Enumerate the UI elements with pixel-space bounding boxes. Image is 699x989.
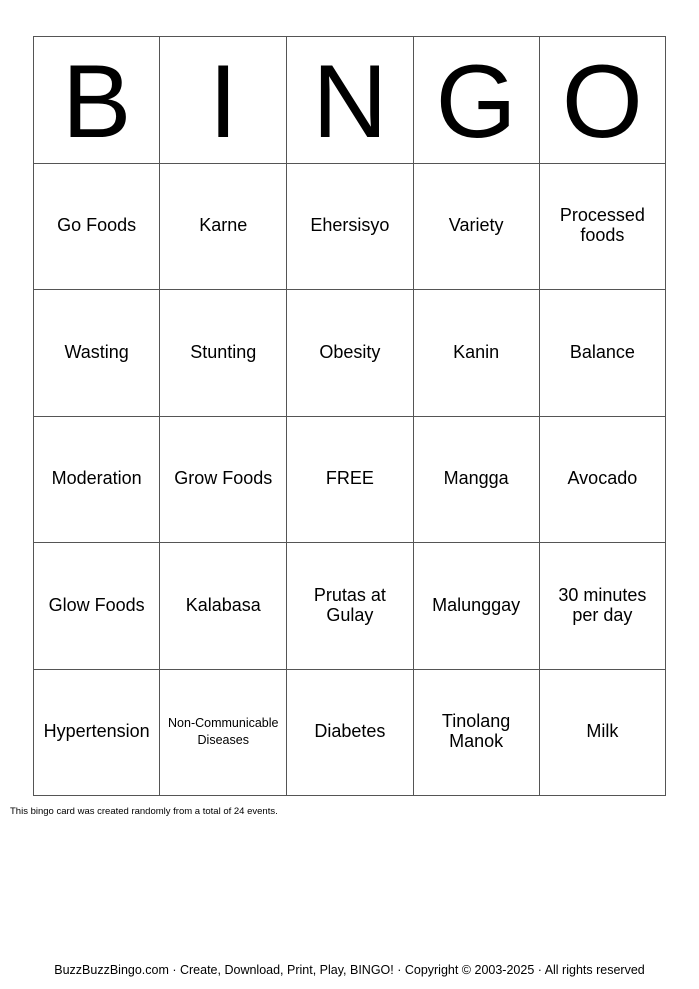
bingo-cell [34,164,160,291]
bingo-cell [34,417,160,544]
bingo-cell [287,670,413,797]
cell-text: Moderation [51,468,142,489]
bingo-cell [414,417,540,544]
bingo-cell [540,543,666,670]
bingo-cell [34,543,160,670]
header-letter: G [435,43,517,160]
bingo-cell [540,290,666,417]
cell-text: Kalabasa [185,594,261,615]
bingo-cell [414,290,540,417]
header-letter-i [160,37,287,164]
bingo-cell [160,290,287,417]
cell-text: Diabetes [314,721,386,742]
cell-text: Processed foods [559,205,645,246]
cell-text: Ehersisyo [310,215,390,236]
bingo-cell [540,417,666,544]
free-space [287,417,413,544]
cell-text: Glow Foods [48,594,145,615]
footer-copyright: BuzzBuzzBingo.com · Create, Download, Print, Play, BINGO! · Copyright © 2003-2025 · All rights reserved [54,963,645,977]
bingo-cell [414,670,540,797]
header-letter-g [414,37,540,164]
header-letter-n [287,37,413,164]
bingo-cell [287,164,413,291]
bingo-cell [34,670,160,797]
cell-text: Prutas at Gulay [313,584,386,625]
cell-text: Balance [569,341,635,362]
cell-text: Grow Foods [174,468,273,489]
bingo-cell [414,543,540,670]
cell-text: Kanin [453,341,500,362]
header-letter-o [540,37,666,164]
bingo-cell [160,417,287,544]
cell-text: Milk [586,721,619,742]
bingo-cell [540,670,666,797]
bingo-cell [414,164,540,291]
free-space-text: FREE [325,468,374,489]
cell-text: Tinolang Manok [441,711,511,752]
header-letter: I [208,43,238,160]
bingo-cell [287,290,413,417]
cell-text: Avocado [567,468,638,489]
cell-text: Variety [448,215,504,236]
cell-text: Non-Communicable Diseases [168,716,279,748]
bingo-cell [160,164,287,291]
cell-text: Karne [199,215,248,236]
bingo-cell [540,164,666,291]
cell-text: Obesity [319,341,381,362]
cell-text: Stunting [190,341,257,362]
bingo-card [33,36,666,796]
cell-text: Go Foods [57,215,137,236]
bingo-cell [34,290,160,417]
header-letter: N [312,43,388,160]
bingo-cell [160,670,287,797]
bingo-cell [287,543,413,670]
generation-note: This bingo card was created randomly from a total of 24 events. [10,806,278,817]
cell-text: Wasting [64,341,129,362]
cell-text: Malunggay [432,594,521,615]
cell-text: 30 minutes per day [558,584,647,625]
bingo-cell [160,543,287,670]
cell-text: Mangga [443,468,509,489]
cell-text: Hypertension [43,721,150,742]
header-letter: O [561,43,643,160]
header-letter: B [61,43,132,160]
header-letter-b [34,37,160,164]
